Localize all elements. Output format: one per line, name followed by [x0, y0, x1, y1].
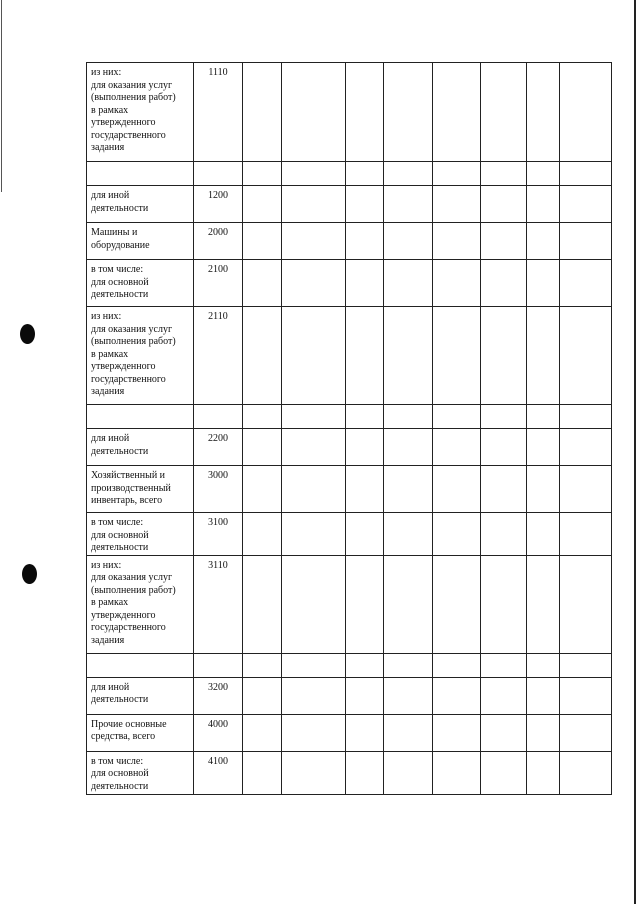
table-row — [87, 223, 612, 260]
empty-value-cell — [560, 677, 612, 714]
table-row — [87, 429, 612, 466]
empty-value-cell — [243, 307, 282, 405]
page-edge-left — [1, 0, 2, 192]
row-label: в том числе: для основной деятельности — [87, 513, 194, 556]
empty-value-cell — [560, 429, 612, 466]
row-label: Хозяйственный и производственный инвентарь, всего — [87, 466, 194, 513]
row-code: 2200 — [194, 429, 243, 466]
empty-value-cell — [282, 63, 346, 162]
empty-value-cell — [282, 653, 346, 677]
empty-value-cell — [384, 223, 433, 260]
empty-value-cell — [560, 751, 612, 794]
row-label: в том числе: для основной деятельности — [87, 751, 194, 794]
row-code — [194, 162, 243, 186]
empty-value-cell — [481, 63, 527, 162]
empty-value-cell — [346, 260, 384, 307]
empty-value-cell — [560, 307, 612, 405]
empty-value-cell — [282, 429, 346, 466]
row-code: 3110 — [194, 555, 243, 653]
empty-value-cell — [433, 162, 481, 186]
empty-value-cell — [433, 555, 481, 653]
empty-value-cell — [433, 63, 481, 162]
empty-value-cell — [243, 751, 282, 794]
empty-value-cell — [481, 677, 527, 714]
row-code: 4100 — [194, 751, 243, 794]
empty-value-cell — [384, 162, 433, 186]
empty-value-cell — [282, 714, 346, 751]
table-row — [87, 162, 612, 186]
row-code: 3200 — [194, 677, 243, 714]
empty-value-cell — [282, 466, 346, 513]
row-label: из них: для оказания услуг (выполнения работ) в рамках утвержденного государственного задания — [87, 555, 194, 653]
empty-value-cell — [481, 653, 527, 677]
punch-hole-mark — [20, 324, 35, 344]
row-label: для иной деятельности — [87, 186, 194, 223]
row-label — [87, 162, 194, 186]
empty-value-cell — [433, 513, 481, 556]
empty-value-cell — [243, 653, 282, 677]
empty-value-cell — [433, 751, 481, 794]
empty-value-cell — [384, 260, 433, 307]
empty-value-cell — [346, 513, 384, 556]
table-body — [87, 63, 612, 795]
row-code: 1110 — [194, 63, 243, 162]
empty-value-cell — [433, 307, 481, 405]
row-code: 1200 — [194, 186, 243, 223]
empty-value-cell — [481, 260, 527, 307]
empty-value-cell — [282, 405, 346, 429]
empty-value-cell — [282, 307, 346, 405]
empty-value-cell — [433, 429, 481, 466]
row-code: 3000 — [194, 466, 243, 513]
empty-value-cell — [527, 751, 560, 794]
empty-value-cell — [433, 405, 481, 429]
row-label: Прочие основные средства, всего — [87, 714, 194, 751]
empty-value-cell — [346, 466, 384, 513]
empty-value-cell — [433, 466, 481, 513]
row-code: 2000 — [194, 223, 243, 260]
empty-value-cell — [282, 162, 346, 186]
table-row — [87, 714, 612, 751]
table-row — [87, 63, 612, 162]
empty-value-cell — [433, 653, 481, 677]
empty-value-cell — [243, 677, 282, 714]
empty-value-cell — [560, 260, 612, 307]
empty-value-cell — [346, 63, 384, 162]
empty-value-cell — [527, 513, 560, 556]
empty-value-cell — [384, 405, 433, 429]
empty-value-cell — [560, 186, 612, 223]
empty-value-cell — [527, 466, 560, 513]
empty-value-cell — [384, 429, 433, 466]
empty-value-cell — [346, 405, 384, 429]
empty-value-cell — [481, 513, 527, 556]
empty-value-cell — [243, 186, 282, 223]
empty-value-cell — [527, 162, 560, 186]
empty-value-cell — [346, 223, 384, 260]
empty-value-cell — [527, 223, 560, 260]
empty-value-cell — [527, 714, 560, 751]
table-row — [87, 260, 612, 307]
row-label — [87, 653, 194, 677]
empty-value-cell — [243, 513, 282, 556]
table-row — [87, 677, 612, 714]
row-code: 2100 — [194, 260, 243, 307]
empty-value-cell — [384, 307, 433, 405]
row-label: для иной деятельности — [87, 429, 194, 466]
empty-value-cell — [243, 405, 282, 429]
empty-value-cell — [384, 186, 433, 223]
empty-value-cell — [243, 63, 282, 162]
empty-value-cell — [481, 751, 527, 794]
empty-value-cell — [282, 751, 346, 794]
empty-value-cell — [481, 162, 527, 186]
empty-value-cell — [527, 260, 560, 307]
empty-value-cell — [346, 677, 384, 714]
fixed-assets-table — [86, 62, 612, 795]
empty-value-cell — [384, 555, 433, 653]
empty-value-cell — [346, 714, 384, 751]
row-label: из них: для оказания услуг (выполнения работ) в рамках утвержденного государственного задания — [87, 307, 194, 405]
row-code: 4000 — [194, 714, 243, 751]
empty-value-cell — [282, 555, 346, 653]
empty-value-cell — [282, 513, 346, 556]
row-label: в том числе: для основной деятельности — [87, 260, 194, 307]
row-code: 2110 — [194, 307, 243, 405]
empty-value-cell — [560, 513, 612, 556]
empty-value-cell — [560, 714, 612, 751]
empty-value-cell — [384, 513, 433, 556]
empty-value-cell — [560, 223, 612, 260]
empty-value-cell — [346, 555, 384, 653]
page-edge-right — [634, 0, 636, 904]
empty-value-cell — [243, 555, 282, 653]
empty-value-cell — [243, 260, 282, 307]
empty-value-cell — [560, 63, 612, 162]
empty-value-cell — [481, 466, 527, 513]
empty-value-cell — [527, 429, 560, 466]
empty-value-cell — [527, 555, 560, 653]
row-label — [87, 405, 194, 429]
punch-hole-mark — [22, 564, 37, 584]
empty-value-cell — [243, 223, 282, 260]
row-code — [194, 653, 243, 677]
table-row — [87, 653, 612, 677]
empty-value-cell — [346, 307, 384, 405]
empty-value-cell — [560, 466, 612, 513]
empty-value-cell — [384, 751, 433, 794]
empty-value-cell — [282, 677, 346, 714]
table-row — [87, 307, 612, 405]
empty-value-cell — [481, 555, 527, 653]
empty-value-cell — [282, 223, 346, 260]
empty-value-cell — [481, 429, 527, 466]
row-code — [194, 405, 243, 429]
row-label: из них: для оказания услуг (выполнения работ) в рамках утвержденного государственного задания — [87, 63, 194, 162]
empty-value-cell — [560, 653, 612, 677]
empty-value-cell — [433, 223, 481, 260]
empty-value-cell — [527, 653, 560, 677]
empty-value-cell — [527, 677, 560, 714]
empty-value-cell — [433, 677, 481, 714]
empty-value-cell — [527, 405, 560, 429]
empty-value-cell — [481, 186, 527, 223]
empty-value-cell — [527, 63, 560, 162]
empty-value-cell — [481, 223, 527, 260]
empty-value-cell — [560, 555, 612, 653]
empty-value-cell — [527, 186, 560, 223]
empty-value-cell — [560, 162, 612, 186]
empty-value-cell — [481, 307, 527, 405]
empty-value-cell — [346, 162, 384, 186]
row-label: для иной деятельности — [87, 677, 194, 714]
empty-value-cell — [346, 751, 384, 794]
table-row — [87, 513, 612, 556]
empty-value-cell — [481, 714, 527, 751]
empty-value-cell — [384, 466, 433, 513]
empty-value-cell — [243, 714, 282, 751]
empty-value-cell — [433, 260, 481, 307]
table-row — [87, 555, 612, 653]
empty-value-cell — [243, 429, 282, 466]
empty-value-cell — [433, 714, 481, 751]
row-label: Машины и оборудование — [87, 223, 194, 260]
table-row — [87, 405, 612, 429]
empty-value-cell — [282, 260, 346, 307]
row-code: 3100 — [194, 513, 243, 556]
empty-value-cell — [346, 653, 384, 677]
empty-value-cell — [481, 405, 527, 429]
empty-value-cell — [384, 653, 433, 677]
empty-value-cell — [384, 677, 433, 714]
empty-value-cell — [384, 714, 433, 751]
empty-value-cell — [346, 186, 384, 223]
table-row — [87, 751, 612, 794]
empty-value-cell — [384, 63, 433, 162]
empty-value-cell — [282, 186, 346, 223]
table-row — [87, 466, 612, 513]
empty-value-cell — [527, 307, 560, 405]
empty-value-cell — [560, 405, 612, 429]
empty-value-cell — [346, 429, 384, 466]
empty-value-cell — [243, 466, 282, 513]
empty-value-cell — [433, 186, 481, 223]
table-row — [87, 186, 612, 223]
empty-value-cell — [243, 162, 282, 186]
